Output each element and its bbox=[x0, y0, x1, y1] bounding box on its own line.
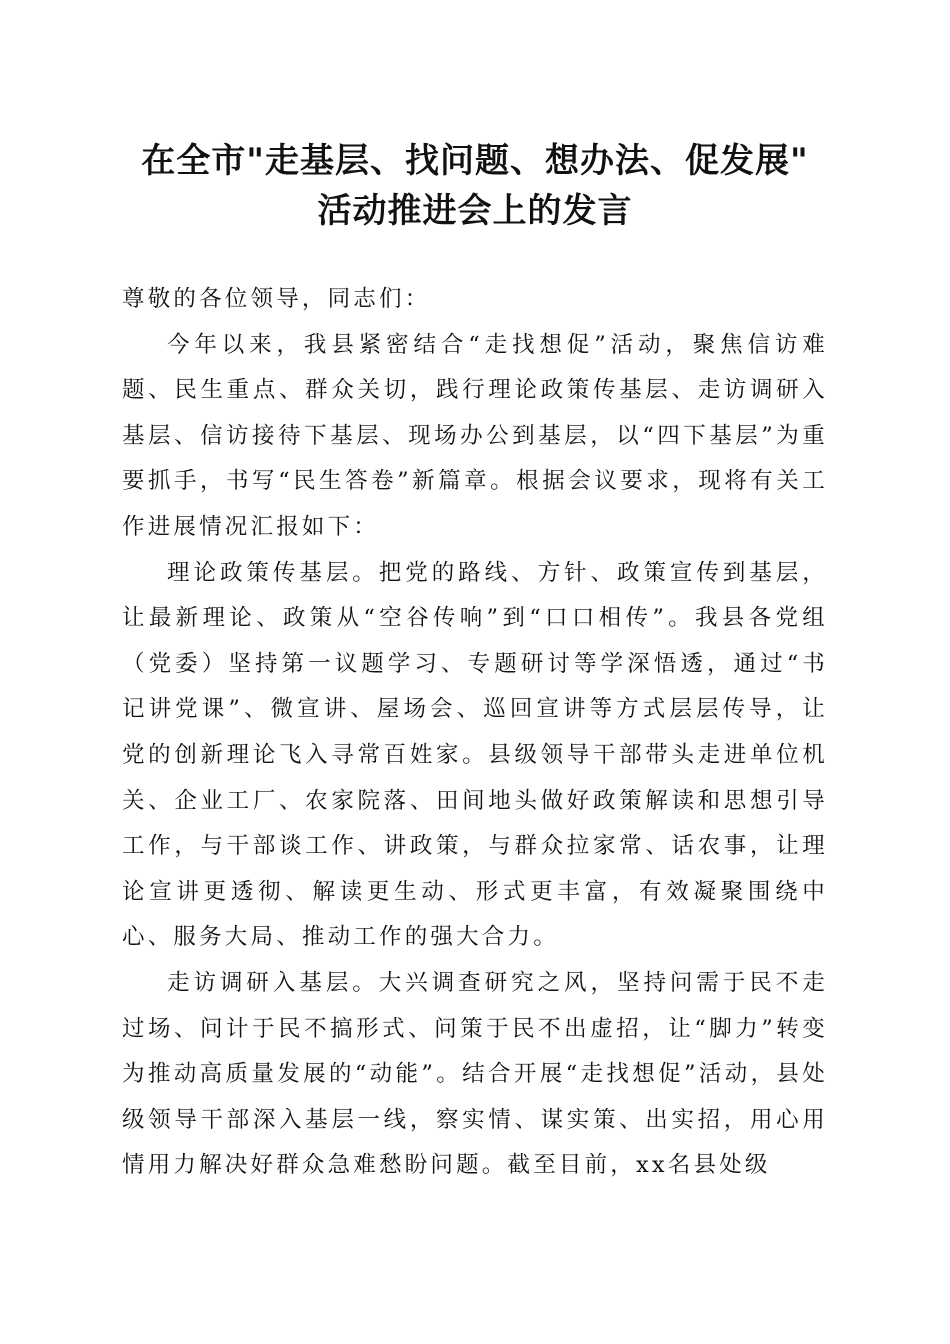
title-line-2: 活动推进会上的发言 bbox=[317, 191, 633, 231]
title-line-1: 在全市"走基层、找问题、想办法、促发展" bbox=[141, 141, 809, 181]
document-body bbox=[122, 277, 828, 1189]
document-title bbox=[100, 136, 850, 236]
paragraph-theory-policy: 理论政策传基层。把党的路线、方针、政策宣传到基层，让最新理论、政策从“空谷传响”到“口口相传”。我县各党组（党委）坚持第一议题学习、专题研讨等学深悟透，通过“书记讲党课”、微宣讲、屋场会、巡回宣讲等方式层层传导，让党的创新理论飞入寻常百姓家。县级领导干部带头走进单位机关、企业工厂、农家院落、田间地头做好政策解读和思想引导工作，与干部谈工作、讲政策，与群众拉家常、话农事，让理论宣讲更透彻、解读更生动、形式更丰富，有效凝聚围绕中心、服务大局、推动工作的强大合力。 bbox=[122, 559, 828, 951]
paragraph-visit-research: 走访调研入基层。大兴调查研究之风，坚持问需于民不走过场、问计于民不搞形式、问策于民不出虚招，让“脚力”转变为推动高质量发展的“动能”。结合开展“走找想促”活动，县处级领导干部深入基层一线，察实情、谋实策、出实招，用心用情用力解决好群众急难愁盼问题。截至目前，xx名县处级 bbox=[122, 969, 828, 1179]
paragraph-intro: 今年以来，我县紧密结合“走找想促”活动，聚焦信访难题、民生重点、群众关切，践行理论政策传基层、走访调研入基层、信访接待下基层、现场办公到基层，以“四下基层”为重要抓手，书写“民生答卷”新篇章。根据会议要求，现将有关工作进展情况汇报如下： bbox=[122, 331, 828, 540]
salutation: 尊敬的各位领导，同志们： bbox=[122, 286, 431, 312]
